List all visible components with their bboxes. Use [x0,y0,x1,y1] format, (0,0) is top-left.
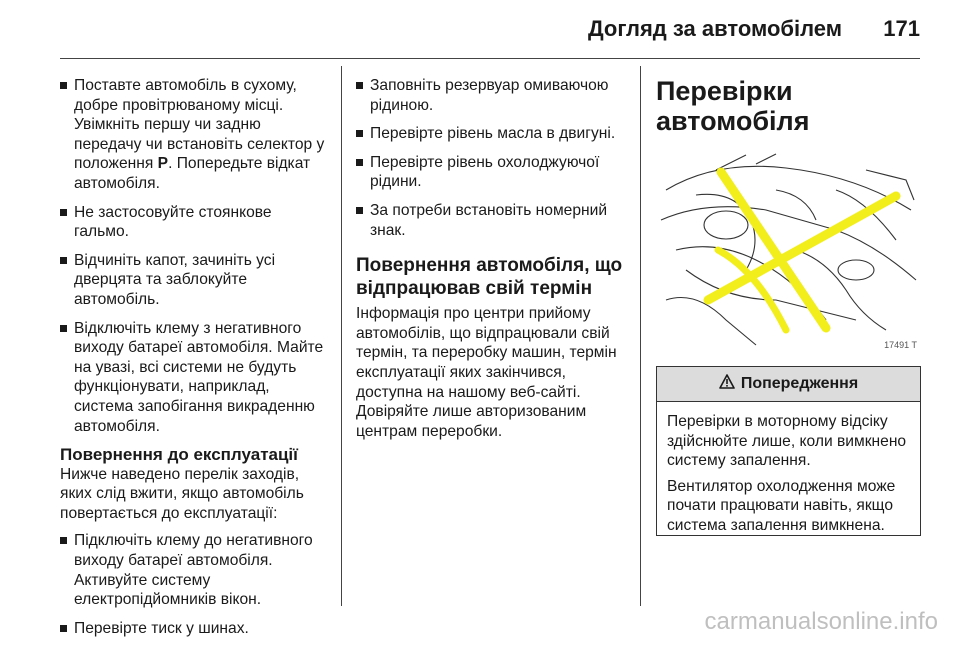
watermark: carmanualsonline.info [704,608,938,635]
column-divider [640,66,641,606]
return-steps-list-cont [356,76,626,240]
warning-body [657,402,920,536]
return-steps-list [60,531,330,638]
engine-bay-drawing [656,150,921,350]
storage-steps-list [60,76,330,436]
warning-paragraph: Вентилятор охолодження може почати працювати навіть, якщо система запалення вимкнена. [667,477,896,534]
column-left [60,76,330,647]
section-subheading: Повернення до експлуатації [60,445,298,465]
warning-triangle-icon [719,374,735,394]
warning-header [657,367,920,402]
page-title: Догляд за автомобілем [587,16,842,41]
chapter-heading: Перевірки автомобіля [656,76,810,136]
list-item: Відключіть клему з негативного виходу батареї автомобіля. Майте на увазі, всі системи не будуть функціонувати, наприклад, система запобігання викраденню автомобіля. [60,319,330,437]
warning-paragraph: Перевірки в моторному відсіку здійснюйте лише, коли вимкнено систему запалення. [667,413,907,470]
column-divider [341,66,342,606]
page-header [60,0,920,58]
list-item: Перевірте рівень охолоджуючої рідини. [356,153,626,192]
list-item: За потреби встановіть номерний знак. [356,201,626,240]
list-item: Перевірте рівень масла в двигуні. [356,124,626,144]
engine-bay-illustration [656,150,921,350]
list-item: Заповніть резервуар омиваючою рідиною. [356,76,626,115]
column-middle [356,76,626,449]
list-item: Відчиніть капот, зачиніть усі дверцята та заблокуйте автомобіль. [60,251,330,310]
list-item: Перевірте тиск у шинах. [60,619,330,639]
section-intro: Нижче наведено перелік заходів, яких слід вжити, якщо автомобіль повертається до експлуатації: [60,465,304,522]
section-heading: Повернення автомобіля, що відпрацював свій термін [356,255,623,300]
warning-title: Попередження [740,375,859,392]
list-item: Не застосовуйте стоянкове гальмо. [60,203,330,242]
section-body: Інформація про центри прийому автомобілів, що відпрацювали свій термін, та переробку машин, термін експлуатації яких закінчився, доступна на нашому веб-сайті. Довіряйте лише авторизованим центрам переробки. [356,305,617,440]
warning-box [656,366,921,536]
image-code: 17491 T [884,340,917,350]
page-number: 171 [883,16,920,41]
list-item: Підключіть клему до негативного виходу батареї автомобіля. Активуйте систему електропідйомників вікон. [60,531,330,609]
header-rule [60,58,920,59]
list-item: Поставте автомобіль в сухому, добре провітрюваному місці. Увімкніть першу чи задню передачу чи встановіть селектор у положення P. Попередьте відкат автомобіля. [60,76,330,194]
